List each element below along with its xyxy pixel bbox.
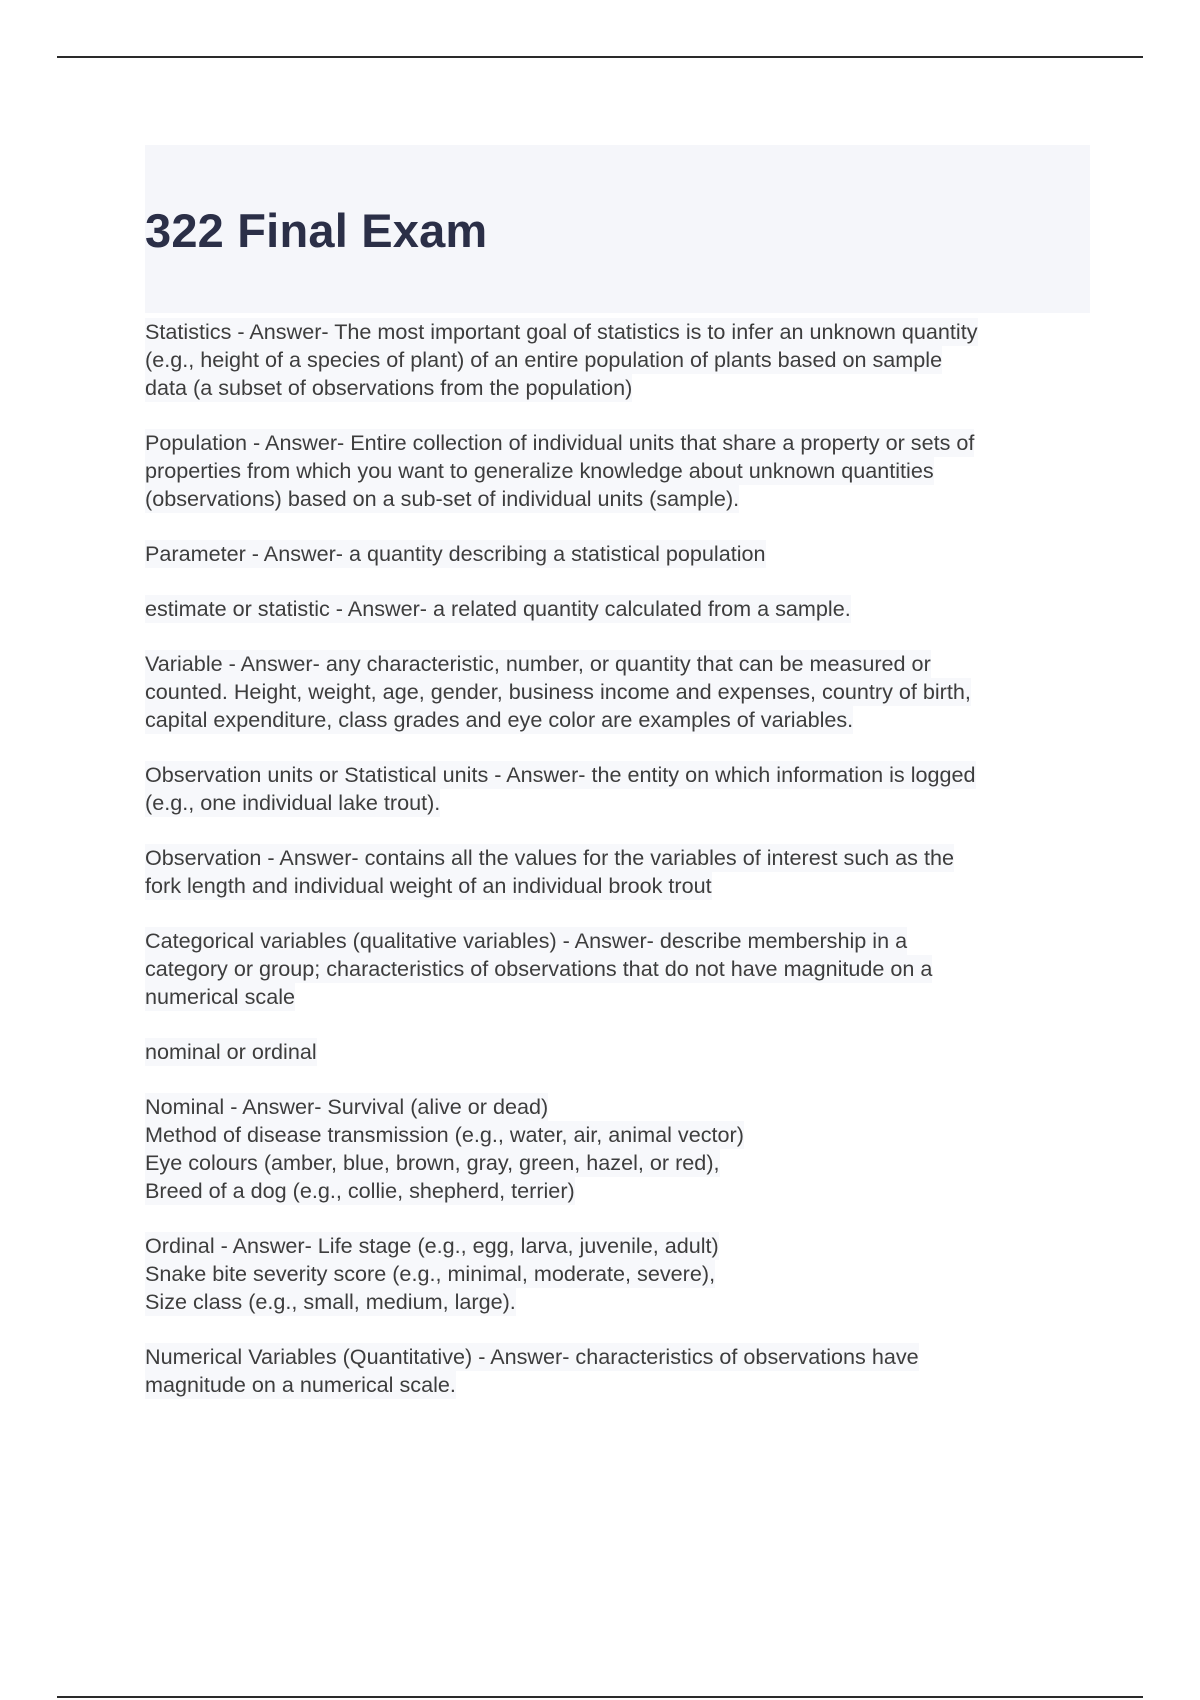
qa-entry-nominal: [145, 1093, 1090, 1205]
bottom-horizontal-rule: [57, 1696, 1143, 1698]
qa-entry-variable: [145, 650, 1090, 734]
entry-line: Variable - Answer- any characteristic, number, or quantity that can be measured or: [145, 651, 931, 676]
entry-line: Observation - Answer- contains all the values for the variables of interest such as the: [145, 845, 954, 870]
entry-line: Parameter - Answer- a quantity describing a statistical population: [145, 541, 766, 566]
entry-line: Numerical Variables (Quantitative) - Answer- characteristics of observations have: [145, 1344, 919, 1369]
entry-line: Statistics - Answer- The most important goal of statistics is to infer an unknown quantity: [145, 319, 978, 344]
entry-line: counted. Height, weight, age, gender, business income and expenses, country of birth,: [145, 679, 971, 704]
qa-entry-population: [145, 429, 1090, 513]
qa-entry-ordinal: [145, 1232, 1090, 1316]
document-title: 322 Final Exam: [145, 204, 488, 257]
entry-line: (e.g., one individual lake trout).: [145, 790, 441, 815]
entry-line: capital expenditure, class grades and eye color are examples of variables.: [145, 707, 854, 732]
entry-line: Method of disease transmission (e.g., water, air, animal vector): [145, 1122, 744, 1147]
entry-line: Population - Answer- Entire collection of individual units that share a property or sets of: [145, 430, 975, 455]
title-band: [145, 145, 1090, 313]
qa-entry-parameter: [145, 540, 1090, 568]
qa-entry-statistics: [145, 318, 1090, 402]
entry-line: fork length and individual weight of an individual brook trout: [145, 873, 712, 898]
entry-line: Eye colours (amber, blue, brown, gray, green, hazel, or red),: [145, 1150, 720, 1175]
qa-entry-numerical-variables: [145, 1343, 1090, 1399]
entry-line: numerical scale: [145, 984, 296, 1009]
entry-line: Snake bite severity score (e.g., minimal, moderate, severe),: [145, 1261, 716, 1286]
qa-entry-estimate: [145, 595, 1090, 623]
entry-line: Ordinal - Answer- Life stage (e.g., egg, larva, juvenile, adult): [145, 1233, 719, 1258]
entry-line: properties from which you want to generalize knowledge about unknown quantities: [145, 458, 934, 483]
entry-line: estimate or statistic - Answer- a related quantity calculated from a sample.: [145, 596, 851, 621]
entry-line: Categorical variables (qualitative variables) - Answer- describe membership in a: [145, 928, 908, 953]
document-page: [145, 145, 1090, 1426]
entry-line: (e.g., height of a species of plant) of an entire population of plants based on sample: [145, 347, 943, 372]
entry-line: Size class (e.g., small, medium, large).: [145, 1289, 516, 1314]
entry-line: nominal or ordinal: [145, 1039, 317, 1064]
entry-line: Observation units or Statistical units - Answer- the entity on which information is logged: [145, 762, 976, 787]
qa-entry-nominal-or-ordinal: [145, 1038, 1090, 1066]
entry-line: (observations) based on a sub-set of individual units (sample).: [145, 486, 740, 511]
qa-entry-observation: [145, 844, 1090, 900]
entry-line: Nominal - Answer- Survival (alive or dead): [145, 1094, 549, 1119]
qa-entry-observation-units: [145, 761, 1090, 817]
entry-line: magnitude on a numerical scale.: [145, 1372, 456, 1397]
entry-line: Breed of a dog (e.g., collie, shepherd, terrier): [145, 1178, 575, 1203]
entry-line: category or group; characteristics of observations that do not have magnitude on a: [145, 956, 933, 981]
qa-entry-list: [145, 318, 1090, 1399]
entry-line: data (a subset of observations from the population): [145, 375, 633, 400]
qa-entry-categorical-variables: [145, 927, 1090, 1011]
top-horizontal-rule: [57, 56, 1143, 58]
